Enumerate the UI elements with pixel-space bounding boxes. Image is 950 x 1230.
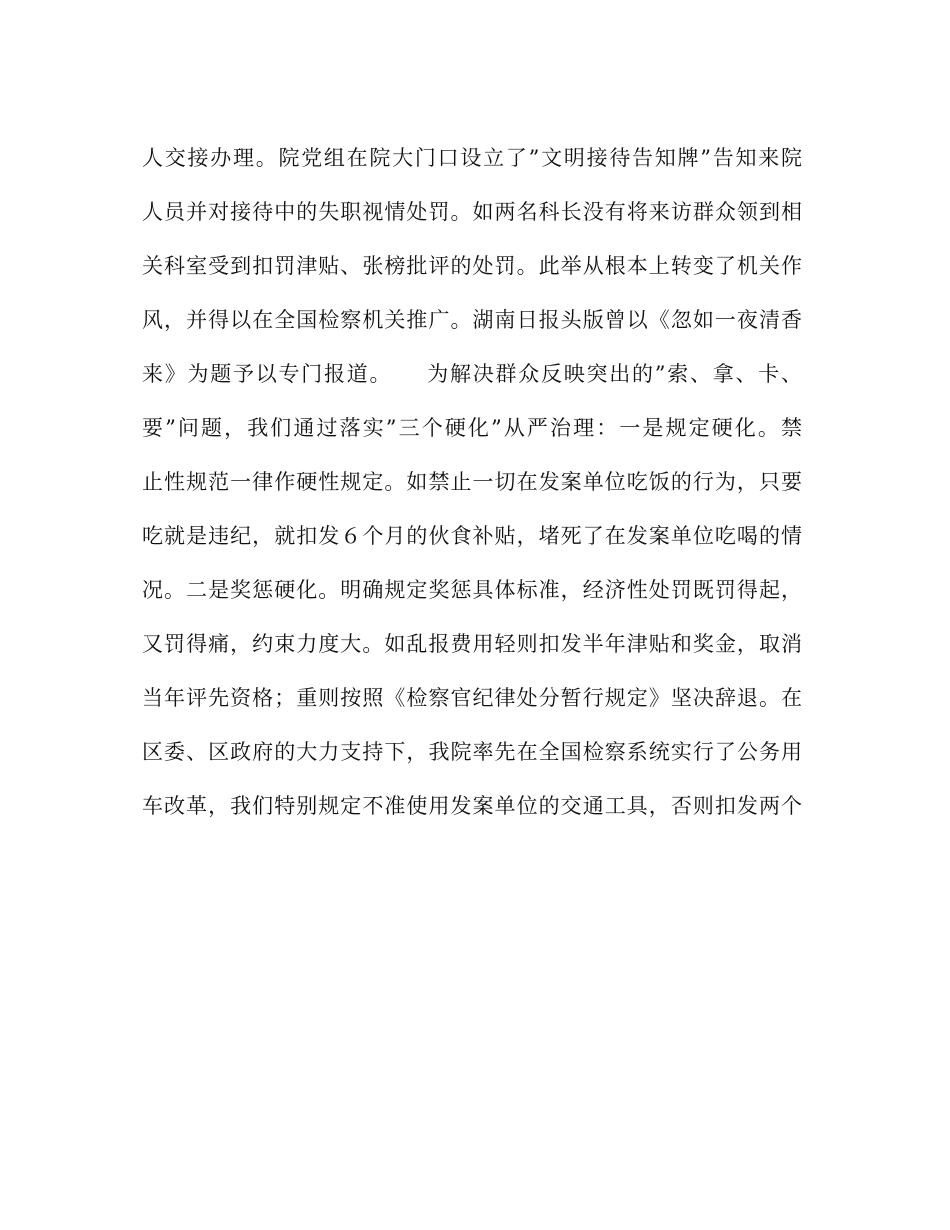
text-line-4: 风，并得以在全国检察机关推广。湖南日报头版曾以《忽如一夜清香 xyxy=(142,308,802,332)
text-line-8: 吃就是违纪，就扣发６个月的伙食补贴，堵死了在发案单位吃喝的情 xyxy=(142,524,802,548)
text-line-5: 来》为题予以专门报道。 为解决群众反映突出的”索、拿、卡、 xyxy=(142,362,802,386)
text-line-9: 况。二是奖惩硬化。明确规定奖惩具体标准，经济性处罚既罚得起， xyxy=(142,578,802,602)
text-line-3: 关科室受到扣罚津贴、张榜批评的处罚。此举从根本上转变了机关作 xyxy=(142,254,802,278)
body-text xyxy=(142,138,802,840)
text-line-6: 要”问题，我们通过落实”三个硬化”从严治理：一是规定硬化。禁 xyxy=(142,416,802,440)
text-line-12: 区委、区政府的大力支持下，我院率先在全国检察系统实行了公务用 xyxy=(142,740,802,764)
text-line-7: 止性规范一律作硬性规定。如禁止一切在发案单位吃饭的行为，只要 xyxy=(142,470,802,494)
text-line-1: 人交接办理。院党组在院大门口设立了”文明接待告知牌”告知来院 xyxy=(142,146,802,170)
text-line-13: 车改革，我们特别规定不准使用发案单位的交通工具，否则扣发两个 xyxy=(142,794,802,818)
text-line-11: 当年评先资格；重则按照《检察官纪律处分暂行规定》坚决辞退。在 xyxy=(142,686,802,710)
text-line-2: 人员并对接待中的失职视情处罚。如两名科长没有将来访群众领到相 xyxy=(142,200,802,224)
text-line-10: 又罚得痛，约束力度大。如乱报费用轻则扣发半年津贴和奖金，取消 xyxy=(142,632,802,656)
